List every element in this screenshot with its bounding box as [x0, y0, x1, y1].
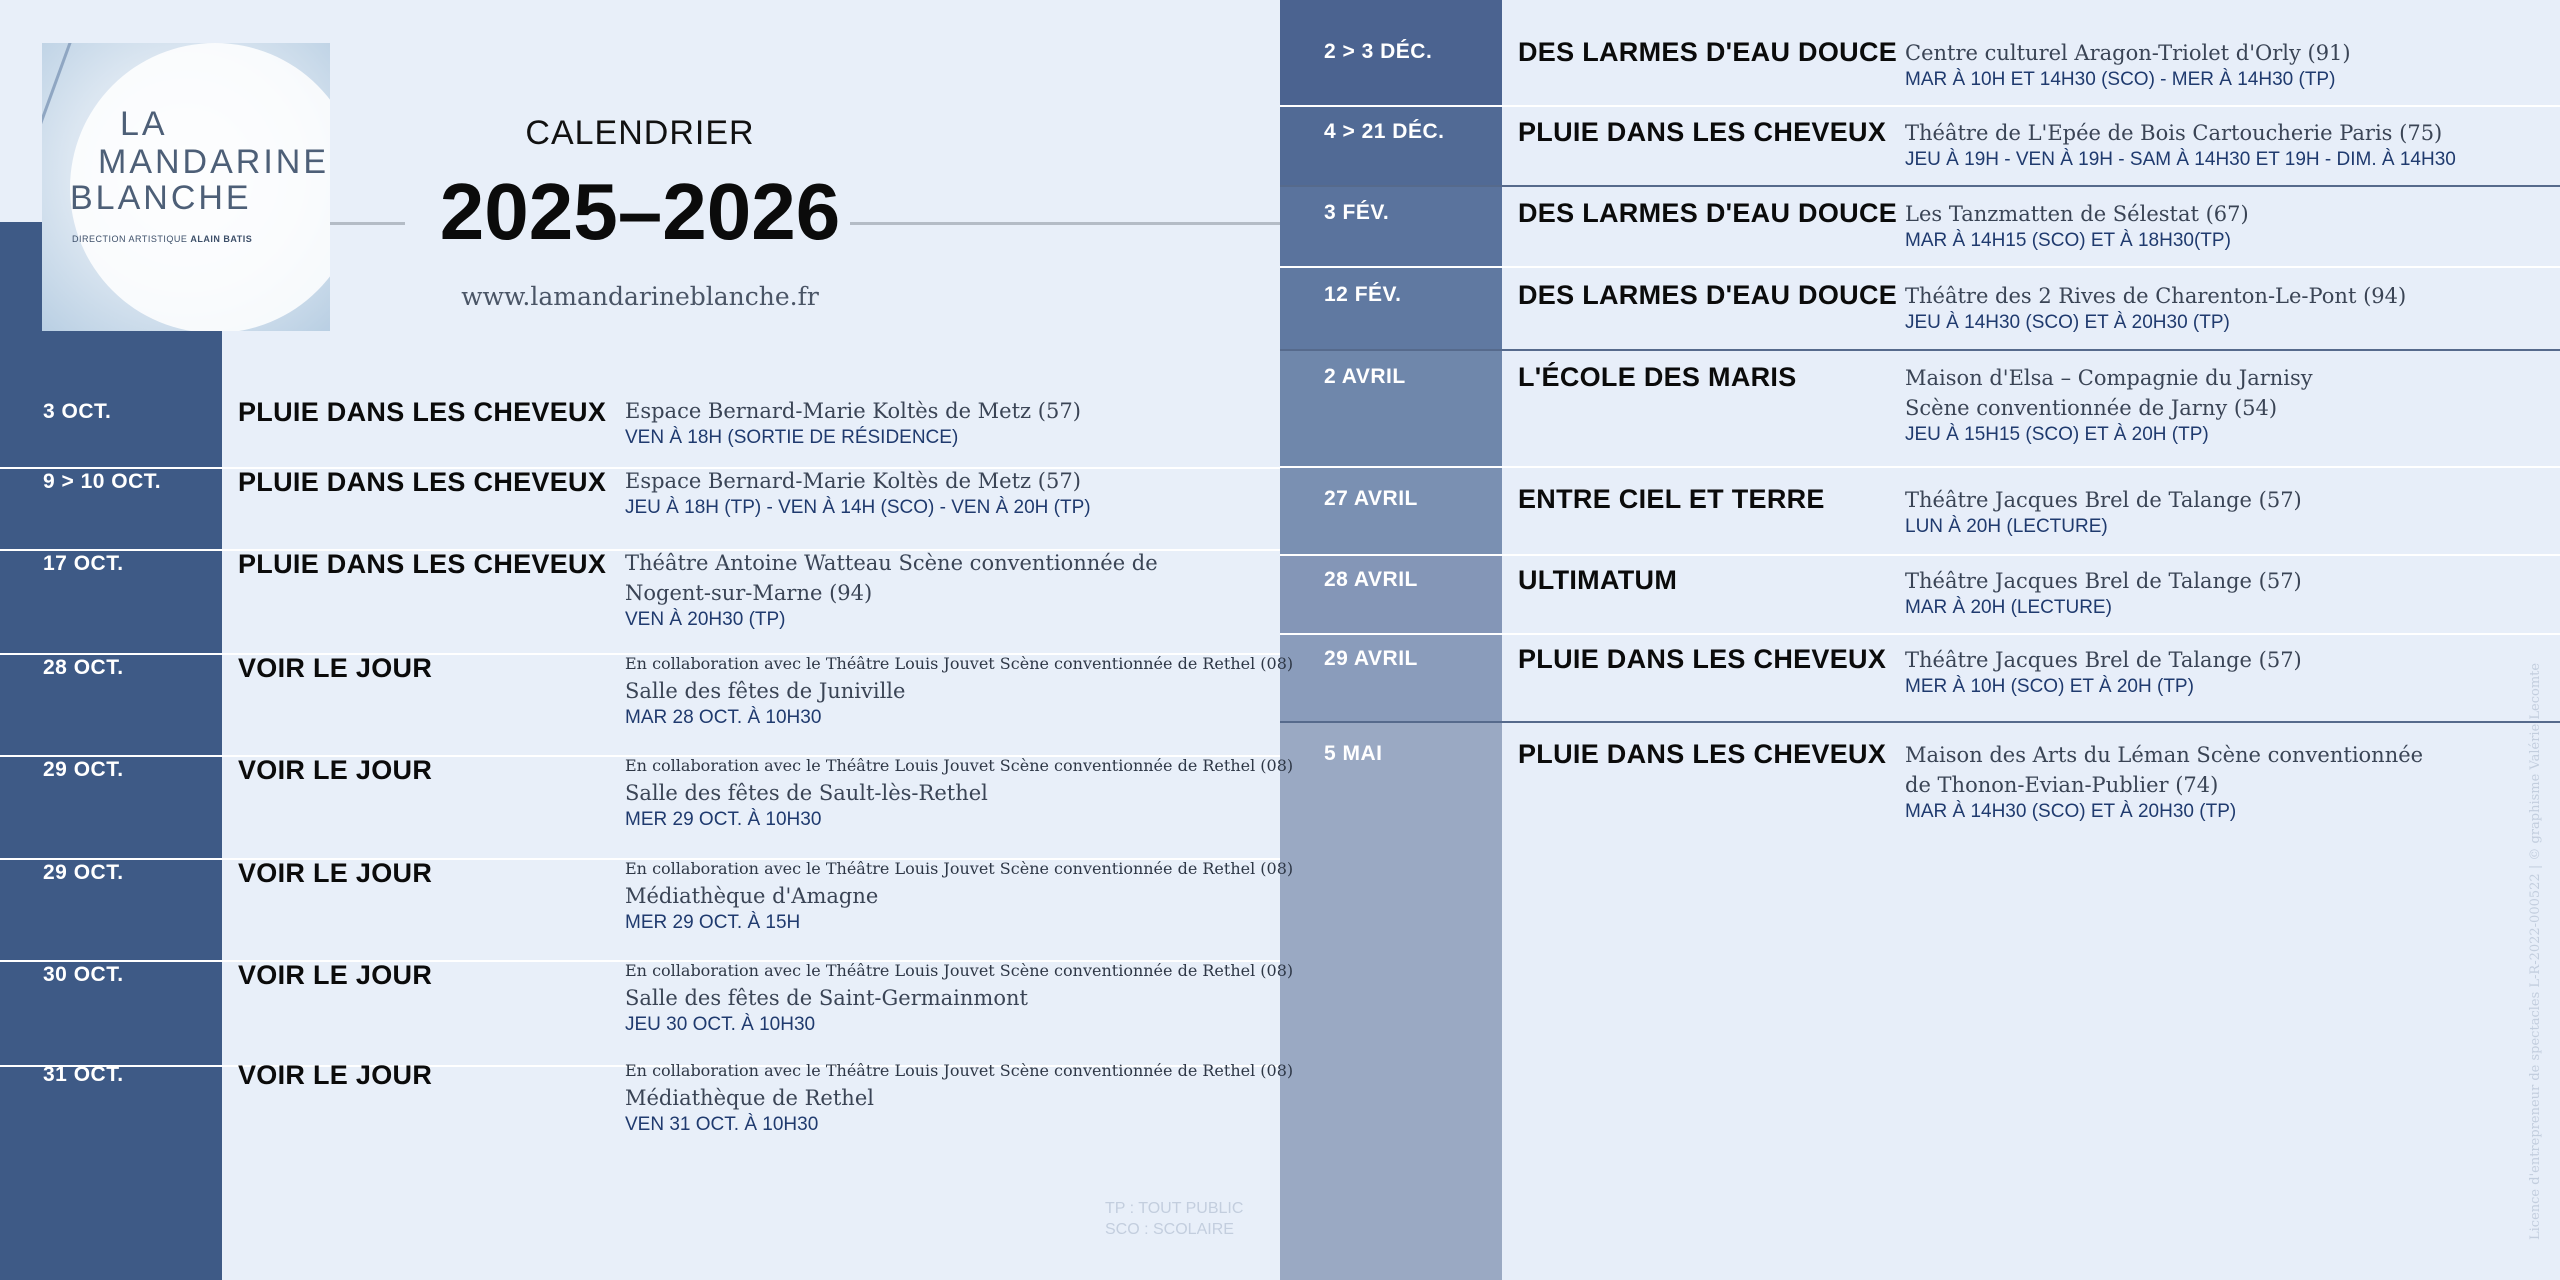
- event-date: 31 OCT.: [43, 1063, 124, 1086]
- event-time: JEU À 19H - VEN À 19H - SAM À 14H30 ET 19H - DIM. À 14H30: [1905, 149, 2456, 170]
- event-venue: Théâtre Jacques Brel de Talange (57): [1905, 648, 2302, 672]
- logo-line-2: MANDARINE: [98, 143, 330, 181]
- event-title: VOIR LE JOUR: [238, 858, 433, 888]
- event-note: En collaboration avec le Théâtre Louis Jouvet Scène conventionnée de Rethel (08): [625, 654, 1294, 673]
- event-date: 5 MAI: [1324, 742, 1383, 765]
- legend-tp: TP : TOUT PUBLIC: [1105, 1200, 1244, 1217]
- event-time: VEN 31 OCT. À 10H30: [625, 1114, 819, 1135]
- event-title: VOIR LE JOUR: [238, 653, 433, 683]
- event-date: 4 > 21 DÉC.: [1324, 120, 1445, 143]
- event-venue: Centre culturel Aragon-Triolet d'Orly (91): [1905, 41, 2351, 65]
- row-divider: [1280, 185, 2560, 187]
- vertical-credit: Licence d'entrepreneur de spectacles L-R-2022-000522 | © graphisme Valérie Lecomte: [2528, 662, 2543, 1240]
- event-date: 29 AVRIL: [1324, 647, 1418, 670]
- event-venue-block: [625, 548, 1158, 632]
- event-title: VOIR LE JOUR: [238, 960, 433, 990]
- event-venue-block: [625, 1059, 1293, 1137]
- event-venue-block: [1905, 199, 2249, 253]
- event-date: 17 OCT.: [43, 552, 124, 575]
- event-venue-block: [1905, 485, 2302, 539]
- right-date-column-segment: [1280, 105, 1502, 185]
- event-venue: Médiathèque de Rethel: [625, 1086, 874, 1110]
- event-date: 29 OCT.: [43, 861, 124, 884]
- event-title: PLUIE DANS LES CHEVEUX: [1518, 117, 1887, 147]
- event-note: En collaboration avec le Théâtre Louis Jouvet Scène conventionnée de Rethel (08): [625, 756, 1294, 775]
- event-date: 3 OCT.: [43, 400, 112, 423]
- row-divider: [1280, 105, 2560, 107]
- logo-line-1: LA: [120, 105, 168, 143]
- event-date: 2 AVRIL: [1324, 365, 1406, 388]
- event-venue-block: [1905, 118, 2456, 172]
- row-divider: [1280, 633, 2560, 635]
- event-venue: de Thonon-Evian-Publier (74): [1905, 773, 2219, 797]
- event-venue: Salle des fêtes de Saint-Germainmont: [625, 986, 1028, 1010]
- event-venue: Théâtre Antoine Watteau Scène conventionnée de: [625, 551, 1158, 575]
- event-venue: Nogent-sur-Marne (94): [625, 581, 873, 605]
- logo-credit: [72, 234, 252, 244]
- event-venue: Théâtre Jacques Brel de Talange (57): [1905, 488, 2302, 512]
- right-date-column-segment: [1280, 266, 1502, 349]
- header-rule-right: [830, 222, 1280, 225]
- event-venue: Scène conventionnée de Jarny (54): [1905, 396, 2278, 420]
- event-time: VEN À 20H30 (TP): [625, 609, 786, 630]
- row-divider: [1280, 554, 2560, 556]
- event-time: VEN À 18H (SORTIE DE RÉSIDENCE): [625, 427, 959, 448]
- event-time: MAR À 10H ET 14H30 (SCO) - MER À 14H30 (TP): [1905, 69, 2336, 90]
- left-date-column: [0, 222, 222, 1280]
- event-time: MAR 28 OCT. À 10H30: [625, 707, 822, 728]
- event-title: ENTRE CIEL ET TERRE: [1518, 484, 1825, 514]
- event-time: MER 29 OCT. À 15H: [625, 912, 801, 933]
- event-date: 3 FÉV.: [1324, 201, 1390, 224]
- event-venue-block: [625, 754, 1293, 832]
- event-time: JEU À 18H (TP) - VEN À 14H (SCO) - VEN À 20H (TP): [625, 497, 1091, 518]
- event-title: PLUIE DANS LES CHEVEUX: [1518, 644, 1887, 674]
- event-date: 12 FÉV.: [1324, 283, 1402, 306]
- event-title: VOIR LE JOUR: [238, 1060, 433, 1090]
- event-date: 28 AVRIL: [1324, 568, 1418, 591]
- logo-credit-name: ALAIN BATIS: [190, 234, 253, 244]
- event-venue: Théâtre Jacques Brel de Talange (57): [1905, 569, 2302, 593]
- event-venue-block: [1905, 363, 2313, 447]
- event-time: MER À 10H (SCO) ET À 20H (TP): [1905, 676, 2194, 697]
- event-venue: Espace Bernard-Marie Koltès de Metz (57): [625, 469, 1081, 493]
- legend-sco: SCO : SCOLAIRE: [1105, 1221, 1234, 1238]
- event-title: ULTIMATUM: [1518, 565, 1678, 595]
- right-date-column-segment: [1280, 185, 1502, 266]
- event-date: 28 OCT.: [43, 656, 124, 679]
- event-venue: Espace Bernard-Marie Koltès de Metz (57): [625, 399, 1081, 423]
- event-venue-block: [625, 857, 1293, 935]
- event-venue-block: [625, 396, 1081, 450]
- event-note: En collaboration avec le Théâtre Louis Jouvet Scène conventionnée de Rethel (08): [625, 859, 1294, 878]
- event-venue-block: [1905, 566, 2302, 620]
- event-note: En collaboration avec le Théâtre Louis Jouvet Scène conventionnée de Rethel (08): [625, 1061, 1294, 1080]
- event-venue: Médiathèque d'Amagne: [625, 884, 879, 908]
- event-time: JEU 30 OCT. À 10H30: [625, 1014, 816, 1035]
- row-divider: [1280, 466, 2560, 468]
- event-time: MAR À 20H (LECTURE): [1905, 597, 2112, 618]
- row-divider: [1280, 349, 2560, 351]
- website-link[interactable]: www.lamandarineblanche.fr: [461, 282, 819, 311]
- logo-line-3: BLANCHE: [70, 179, 252, 217]
- event-title: VOIR LE JOUR: [238, 755, 433, 785]
- right-date-column-segment: [1280, 721, 1502, 1280]
- event-date: 27 AVRIL: [1324, 487, 1418, 510]
- event-title: PLUIE DANS LES CHEVEUX: [238, 467, 607, 497]
- event-venue-block: [625, 959, 1293, 1037]
- event-title: DES LARMES D'EAU DOUCE: [1518, 280, 1898, 310]
- event-venue: Maison d'Elsa – Compagnie du Jarnisy: [1905, 366, 2313, 390]
- event-venue-block: [1905, 645, 2302, 699]
- company-logo: [42, 43, 330, 331]
- event-venue-block: [625, 466, 1091, 520]
- legend: [1105, 1198, 1243, 1240]
- event-date: 9 > 10 OCT.: [43, 470, 162, 493]
- event-time: JEU À 15H15 (SCO) ET À 20H (TP): [1905, 424, 2209, 445]
- event-title: DES LARMES D'EAU DOUCE: [1518, 37, 1898, 67]
- event-date: 2 > 3 DÉC.: [1324, 40, 1433, 63]
- event-venue: Théâtre des 2 Rives de Charenton-Le-Pont (94): [1905, 284, 2407, 308]
- event-venue-block: [1905, 38, 2351, 92]
- row-divider: [1280, 266, 2560, 268]
- event-venue-block: [1905, 740, 2423, 824]
- event-title: PLUIE DANS LES CHEVEUX: [1518, 739, 1887, 769]
- event-date: 29 OCT.: [43, 758, 124, 781]
- event-venue: Salle des fêtes de Sault-lès-Rethel: [625, 781, 988, 805]
- event-date: 30 OCT.: [43, 963, 124, 986]
- event-venue-block: [625, 652, 1293, 730]
- row-divider: [1280, 721, 2560, 723]
- header-rule-left: [330, 222, 405, 225]
- event-venue: Théâtre de L'Epée de Bois Cartoucherie Paris (75): [1905, 121, 2443, 145]
- event-title: PLUIE DANS LES CHEVEUX: [238, 397, 607, 427]
- event-venue: Les Tanzmatten de Sélestat (67): [1905, 202, 2249, 226]
- event-time: MAR À 14H15 (SCO) ET À 18H30(TP): [1905, 230, 2231, 251]
- event-time: MER 29 OCT. À 10H30: [625, 809, 822, 830]
- event-time: LUN À 20H (LECTURE): [1905, 516, 2108, 537]
- right-date-column-segment: [1280, 554, 1502, 633]
- event-title: L'ÉCOLE DES MARIS: [1518, 362, 1797, 392]
- calendar-year: 2025–2026: [430, 166, 850, 258]
- event-note: En collaboration avec le Théâtre Louis Jouvet Scène conventionnée de Rethel (08): [625, 961, 1294, 980]
- event-venue-block: [1905, 281, 2406, 335]
- event-title: DES LARMES D'EAU DOUCE: [1518, 198, 1898, 228]
- event-title: PLUIE DANS LES CHEVEUX: [238, 549, 607, 579]
- calendar-label: CALENDRIER: [525, 114, 755, 152]
- event-time: MAR À 14H30 (SCO) ET À 20H30 (TP): [1905, 801, 2237, 822]
- event-venue: Salle des fêtes de Juniville: [625, 679, 906, 703]
- event-time: JEU À 14H30 (SCO) ET À 20H30 (TP): [1905, 312, 2230, 333]
- logo-credit-prefix: DIRECTION ARTISTIQUE: [72, 234, 188, 244]
- event-venue: Maison des Arts du Léman Scène conventionnée: [1905, 743, 2424, 767]
